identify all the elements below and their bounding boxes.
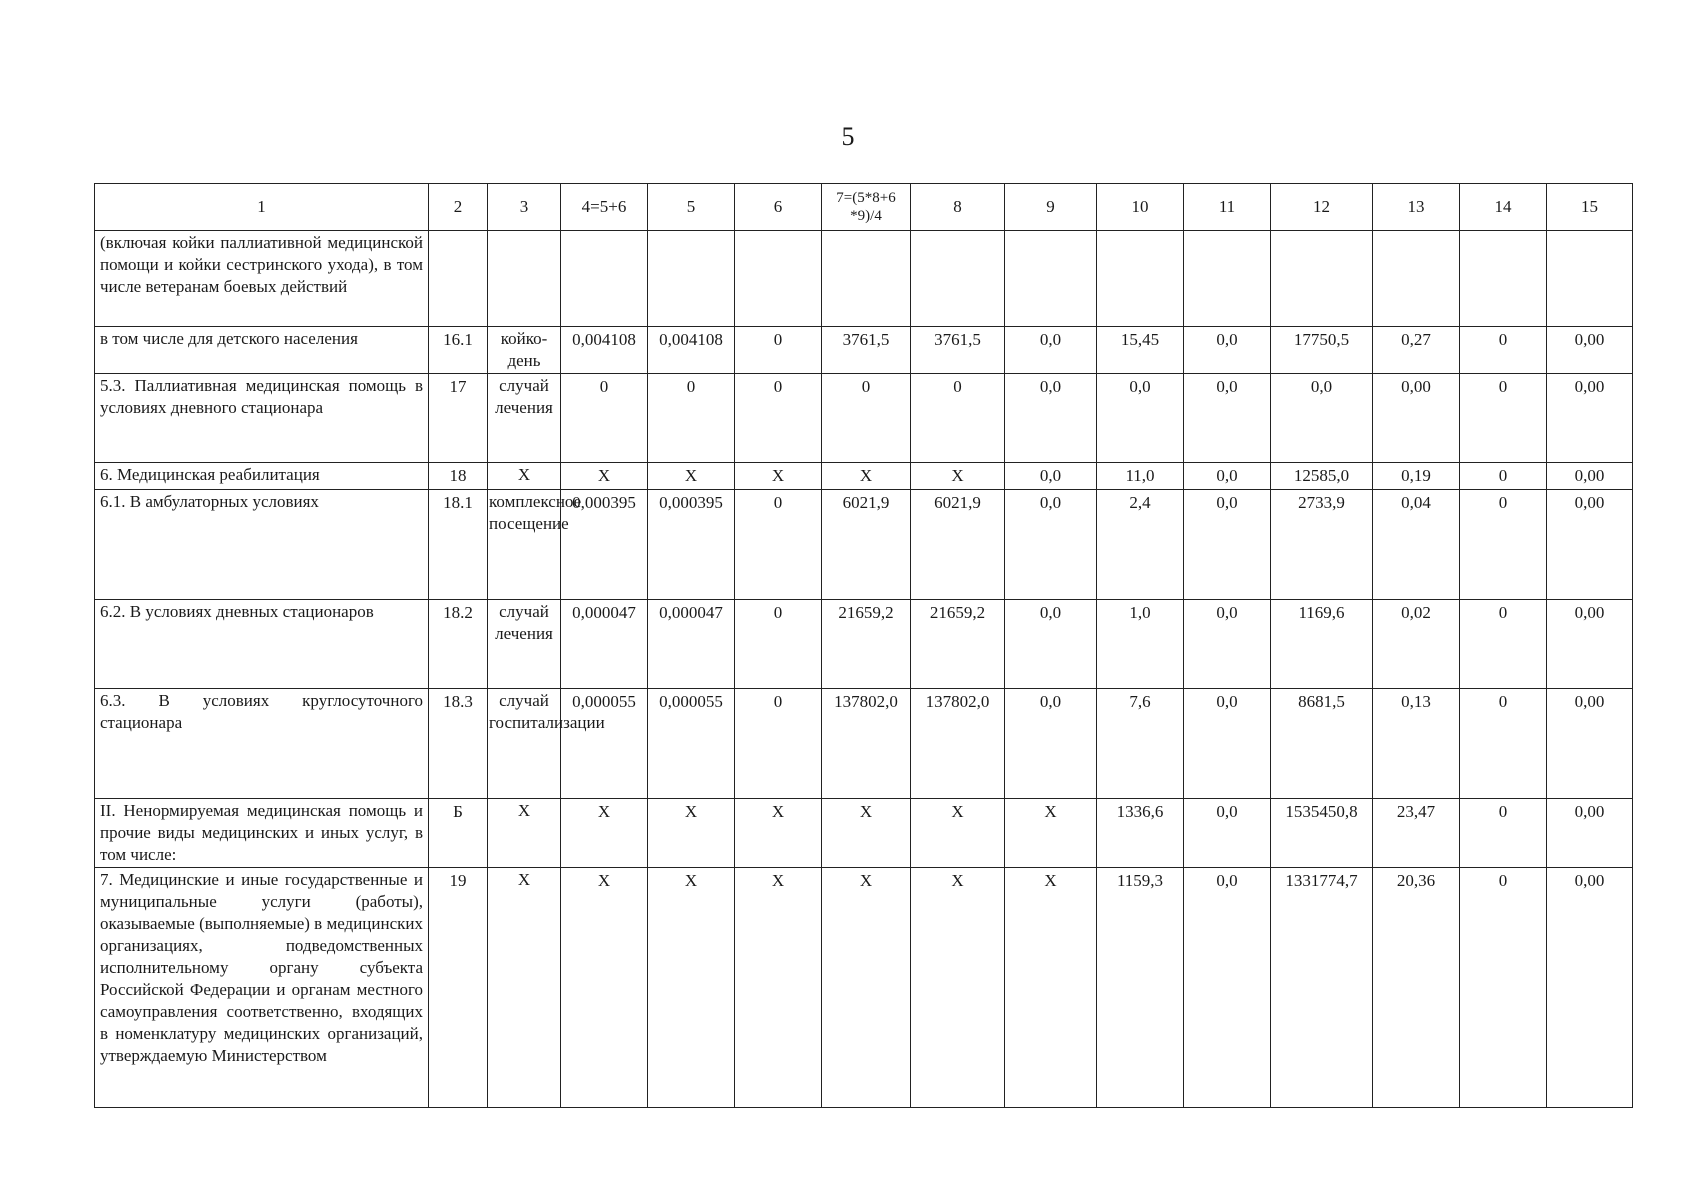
table-cell: 0,00 [1547, 374, 1633, 463]
table-cell: 3761,5 [822, 327, 911, 374]
table-cell: X [911, 799, 1005, 868]
table-cell: 0,0 [1005, 600, 1097, 689]
table-cell: 17750,5 [1271, 327, 1373, 374]
table-cell: X [911, 868, 1005, 1108]
row-description: (включая койки паллиативной медицинской помощи и койки сестринского ухода), в том числе ветеранам боевых действий [95, 231, 429, 327]
table-cell: 0 [1460, 799, 1547, 868]
table-cell [1184, 231, 1271, 327]
row-description: 6.2. В условиях дневных стационаров [95, 600, 429, 689]
table-cell: 0 [1460, 600, 1547, 689]
row-unit: X [488, 799, 561, 868]
table-cell: 0 [1460, 327, 1547, 374]
table-cell: 0 [735, 374, 822, 463]
table-cell: 0,00 [1373, 374, 1460, 463]
table-cell: 0,13 [1373, 689, 1460, 799]
table-cell: 0,00 [1547, 799, 1633, 868]
row-code: 18.3 [429, 689, 488, 799]
table-cell: 2733,9 [1271, 490, 1373, 600]
row-code: 17 [429, 374, 488, 463]
table-cell: 0 [1460, 490, 1547, 600]
table-cell: 0,00 [1547, 463, 1633, 490]
row-code: 16.1 [429, 327, 488, 374]
table-cell: X [735, 463, 822, 490]
table-row [95, 463, 1633, 490]
row-code: 19 [429, 868, 488, 1108]
table-cell: 0,000395 [561, 490, 648, 600]
table-cell [1460, 231, 1547, 327]
table-cell: 0,0 [1184, 463, 1271, 490]
table-cell: X [735, 799, 822, 868]
col-header: 2 [429, 184, 488, 231]
row-code: 18 [429, 463, 488, 490]
row-description: 5.3. Паллиативная медицинская помощь в условиях дневного стационара [95, 374, 429, 463]
table-cell: 1169,6 [1271, 600, 1373, 689]
col-header: 3 [488, 184, 561, 231]
row-description: 6.1. В амбулаторных условиях [95, 490, 429, 600]
table-cell: X [911, 463, 1005, 490]
table-cell: 15,45 [1097, 327, 1184, 374]
col-header: 7=(5*8+6 *9)/4 [822, 184, 911, 231]
table-cell: X [561, 868, 648, 1108]
row-code: Б [429, 799, 488, 868]
table-cell: 20,36 [1373, 868, 1460, 1108]
table-cell: 2,4 [1097, 490, 1184, 600]
table-cell: 0,0 [1184, 689, 1271, 799]
table-cell [561, 231, 648, 327]
col-header: 11 [1184, 184, 1271, 231]
table-cell: 21659,2 [911, 600, 1005, 689]
table-cell: 0 [735, 490, 822, 600]
table-cell: X [648, 799, 735, 868]
table-cell: 0,04 [1373, 490, 1460, 600]
table-cell: 137802,0 [822, 689, 911, 799]
table-row [95, 231, 1633, 327]
row-code: 18.1 [429, 490, 488, 600]
col-header: 13 [1373, 184, 1460, 231]
table-cell: 0,0 [1184, 600, 1271, 689]
table-cell: 0 [735, 327, 822, 374]
table-cell: X [1005, 799, 1097, 868]
table-cell: 8681,5 [1271, 689, 1373, 799]
table-row [95, 600, 1633, 689]
table-cell: 1159,3 [1097, 868, 1184, 1108]
row-unit: X [488, 868, 561, 1108]
table-cell: 0,000055 [561, 689, 648, 799]
col-header: 6 [735, 184, 822, 231]
table-cell: 0,000395 [648, 490, 735, 600]
row-description: 6. Медицинская реабилитация [95, 463, 429, 490]
table-cell: 1331774,7 [1271, 868, 1373, 1108]
table-cell: 6021,9 [911, 490, 1005, 600]
table-cell: 0,0 [1184, 868, 1271, 1108]
table-row [95, 327, 1633, 374]
table-cell: 0,0 [1184, 799, 1271, 868]
table-cell: 11,0 [1097, 463, 1184, 490]
table-cell: 0 [561, 374, 648, 463]
row-unit: случай лечения [488, 374, 561, 463]
row-unit [488, 231, 561, 327]
col-header: 14 [1460, 184, 1547, 231]
row-unit: койко-день [488, 327, 561, 374]
col-header: 1 [95, 184, 429, 231]
table-cell: 0 [1460, 463, 1547, 490]
col-header: 5 [648, 184, 735, 231]
row-description: 7. Медицинские и иные государственные и муниципальные услуги (работы), оказываемые (выполняемые) в медицинских организациях, подведомственных исполнительному органу субъекта Российской Федерации и органам местного самоуправления соответственно, входящих в номенклатуру медицинских организаций, утверждаемую Министерством [95, 868, 429, 1108]
table-cell: X [822, 463, 911, 490]
table-cell: X [1005, 868, 1097, 1108]
row-description: II. Ненормируемая медицинская помощь и прочие виды медицинских и иных услуг, в том числе: [95, 799, 429, 868]
table-cell: 0,0 [1097, 374, 1184, 463]
table-cell [735, 231, 822, 327]
table-cell: 0,0 [1005, 327, 1097, 374]
table-cell [1097, 231, 1184, 327]
table-cell: 0 [1460, 374, 1547, 463]
table-cell: 0,004108 [648, 327, 735, 374]
table-cell: 0 [648, 374, 735, 463]
table-cell: 1,0 [1097, 600, 1184, 689]
table-cell [1373, 231, 1460, 327]
table-cell: 0,0 [1184, 374, 1271, 463]
table-cell: 0,0 [1184, 490, 1271, 600]
table-cell: 0,0 [1184, 327, 1271, 374]
page-number: 5 [841, 122, 855, 151]
column-number-row [95, 184, 1633, 231]
table-cell: 0,000047 [648, 600, 735, 689]
table-cell: 0 [822, 374, 911, 463]
col-header: 10 [1097, 184, 1184, 231]
table-cell: 0,0 [1005, 689, 1097, 799]
table-row [95, 799, 1633, 868]
table-cell: 0 [735, 600, 822, 689]
table-cell: X [822, 799, 911, 868]
table-cell [822, 231, 911, 327]
table-cell [911, 231, 1005, 327]
col-header: 9 [1005, 184, 1097, 231]
cost-norms-table [94, 183, 1633, 1108]
table-cell: 6021,9 [822, 490, 911, 600]
table-cell: 0 [1460, 868, 1547, 1108]
table-cell: X [822, 868, 911, 1108]
table-cell: 0,0 [1271, 374, 1373, 463]
col-header: 12 [1271, 184, 1373, 231]
table-cell [648, 231, 735, 327]
table-cell: 0,0 [1005, 490, 1097, 600]
col-header: 8 [911, 184, 1005, 231]
table-cell: 0,00 [1547, 490, 1633, 600]
table-cell: 0,00 [1547, 689, 1633, 799]
table-cell: 0,00 [1547, 600, 1633, 689]
table-cell: 0,27 [1373, 327, 1460, 374]
table-cell [1547, 231, 1633, 327]
table-cell: 23,47 [1373, 799, 1460, 868]
table-cell: X [561, 799, 648, 868]
table-cell: 1535450,8 [1271, 799, 1373, 868]
row-code [429, 231, 488, 327]
table-cell: 21659,2 [822, 600, 911, 689]
table-cell: 0,0 [1005, 374, 1097, 463]
table-cell: 0,0 [1005, 463, 1097, 490]
table-cell: 0,00 [1547, 327, 1633, 374]
table-cell: 0,004108 [561, 327, 648, 374]
row-description: в том числе для детского населения [95, 327, 429, 374]
table-cell: X [561, 463, 648, 490]
row-unit: X [488, 463, 561, 490]
table-cell: 7,6 [1097, 689, 1184, 799]
row-code: 18.2 [429, 600, 488, 689]
table-cell: X [735, 868, 822, 1108]
table-row [95, 868, 1633, 1108]
table-cell: X [648, 868, 735, 1108]
table-cell: 1336,6 [1097, 799, 1184, 868]
table-cell: 0,00 [1547, 868, 1633, 1108]
row-unit: случай госпитализации [488, 689, 561, 799]
table-row [95, 374, 1633, 463]
table-cell: 0,19 [1373, 463, 1460, 490]
row-unit: комплексное посещение [488, 490, 561, 600]
table-cell: 0 [1460, 689, 1547, 799]
table-cell: 12585,0 [1271, 463, 1373, 490]
table-cell: 3761,5 [911, 327, 1005, 374]
table-row [95, 490, 1633, 600]
table-cell [1005, 231, 1097, 327]
table-cell [1271, 231, 1373, 327]
table-cell: 0 [735, 689, 822, 799]
table-cell: 137802,0 [911, 689, 1005, 799]
table-cell: 0,000047 [561, 600, 648, 689]
row-unit: случай лечения [488, 600, 561, 689]
col-header: 4=5+6 [561, 184, 648, 231]
col-header: 15 [1547, 184, 1633, 231]
row-description: 6.3. В условиях круглосуточного стационара [95, 689, 429, 799]
table-cell: 0,000055 [648, 689, 735, 799]
table-cell: 0,02 [1373, 600, 1460, 689]
table-row [95, 689, 1633, 799]
table-cell: 0 [911, 374, 1005, 463]
table-cell: X [648, 463, 735, 490]
